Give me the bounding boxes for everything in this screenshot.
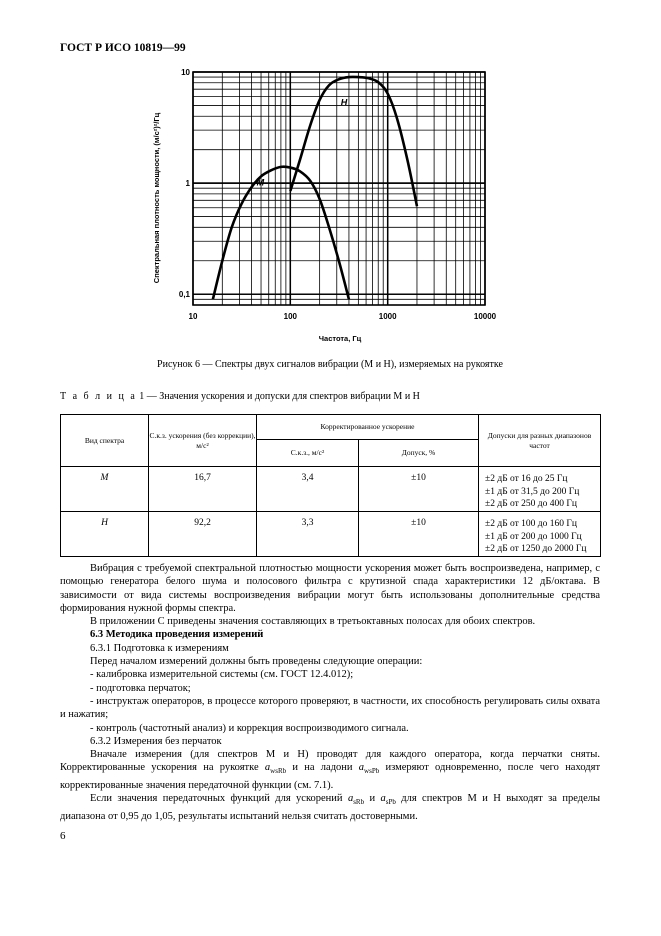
paragraph: Вибрация с требуемой спектральной плотностью мощности ускорения может быть воспроизведена, например, с помощью генератора белого шума и полосового фильтра с крутизной спада характеристики 12 дБ/октава. В зависимости от вида системы воспроизведения вибрации могут быть использованы дополнительные средства формирования нужной формы спектра. (60, 563, 600, 614)
curve-label-H: H (340, 97, 348, 108)
figure-caption: Рисунок 6 — Спектры двух сигналов вибрации (M и H), измеряемых на рукоятке (157, 359, 503, 370)
tolerance-line: ±1 дБ от 31,5 до 200 Гц (485, 486, 580, 497)
text-run: Если значения передаточных функций для ускорений (90, 793, 343, 805)
symbol-a: a (358, 762, 365, 774)
cell-tolerance: ±10 (359, 467, 479, 512)
text-run: и (369, 793, 376, 805)
text-run: для спектров M и H выходят за пределы диапазона от 0,95 до 1,05, результаты испытаний нельзя считать достоверными. (60, 793, 601, 822)
symbol-subscript: wsPb (364, 767, 380, 776)
y-tick-label: 0,1 (178, 290, 190, 300)
chart-xlabel: Частота, Гц (318, 334, 362, 343)
paragraph: В приложении С приведены значения составляющих в третьоктавных полосах для обоих спектров. (90, 616, 536, 628)
col-rms-uncorrected: С.к.з. ускорения (без коррекции), м/с² (149, 415, 257, 467)
paragraph (60, 748, 600, 792)
table-caption (60, 391, 420, 402)
x-tick-label: 1000 (378, 312, 397, 321)
cell-spectrum: H (61, 511, 149, 556)
tolerance-line: ±2 дБ от 100 до 160 Гц (485, 518, 577, 529)
cell-rms: 3,4 (257, 467, 359, 512)
paragraph: Перед началом измерений должны быть проведены следующие операции: (90, 656, 423, 668)
cell-spectrum: M (61, 467, 149, 512)
list-item: - контроль (частотный анализ) и коррекция воспроизводимого сигнала. (90, 722, 409, 734)
symbol-subscript: sRb (353, 798, 365, 807)
spectra-table (60, 414, 601, 557)
text-run: измеряют одновременно, после чего находят корректированные значения передаточной функции (см. 7.1). (60, 762, 601, 791)
cell-tolerance: ±10 (359, 511, 479, 556)
symbol-a: a (380, 793, 386, 805)
spectrum-chart (160, 55, 505, 347)
chart-ylabel: Спектральная плотность мощности, (м/с²)²/Гц (152, 112, 161, 284)
cell-range-tolerance (479, 467, 601, 512)
tolerance-line: ±2 дБ от 1250 до 2000 Гц (485, 544, 587, 555)
list-item: - подготовка перчаток; (90, 682, 191, 694)
paragraph (60, 792, 600, 823)
symbol-subscript: sPb (385, 798, 396, 807)
table-caption-text: 1 — Значения ускорения и допуски для спектров вибрации M и H (139, 391, 420, 402)
spectrum-figure (160, 55, 505, 347)
document-header: ГОСТ Р ИСО 10819—99 (60, 42, 186, 54)
x-tick-label: 100 (283, 312, 298, 321)
col-corrected: Корректированное ускорение (257, 415, 479, 440)
cell-range-tolerance (479, 511, 601, 556)
tolerance-line: ±2 дБ от 16 до 25 Гц (485, 474, 568, 484)
list-item: - калибровка измерительной системы (см. ГОСТ 12.4.012); (90, 669, 354, 681)
y-tick-label: 10 (181, 68, 190, 77)
symbol-subscript: wsRb (270, 767, 287, 776)
col-range-tolerance: Допуски для разных диапазонов частот (479, 415, 601, 467)
table-caption-prefix: Т а б л и ц а (60, 391, 137, 402)
table-row (61, 467, 601, 512)
body-text (60, 562, 600, 823)
tolerance-line: ±2 дБ от 250 до 400 Гц (485, 499, 577, 510)
tolerance-line: ±1 дБ от 200 до 1000 Гц (485, 531, 582, 542)
cell-rms-uncorrected: 16,7 (149, 467, 257, 512)
list-item: - инструктаж операторов, в процессе которого проверяют, в частности, их способность регулировать силы охвата и нажатия; (60, 695, 600, 721)
x-tick-label: 10 (188, 312, 198, 321)
curve-label-M: M (256, 177, 265, 188)
text-run: и на ладони (292, 762, 353, 774)
subsection-heading: 6.3.2 Измерения без перчаток (90, 735, 222, 747)
page-number: 6 (60, 830, 66, 842)
x-tick-label: 10000 (473, 312, 497, 321)
text-run: Вначале измерения (для спектров M и H) проводят для каждого оператора, когда перчатки сняты. Корректированные ускорения на рукоятке (60, 749, 600, 774)
table-row (61, 511, 601, 556)
col-tolerance: Допуск, % (359, 440, 479, 467)
table-header-row (61, 415, 601, 440)
col-spectrum: Вид спектра (61, 415, 149, 467)
y-tick-label: 1 (185, 179, 190, 189)
subsection-heading: 6.3.1 Подготовка к измерениям (90, 642, 229, 654)
section-heading: 6.3 Методика проведения измерений (90, 629, 264, 641)
cell-rms: 3,3 (257, 511, 359, 556)
col-rms: С.к.з., м/с² (257, 440, 359, 467)
symbol-a: a (347, 793, 354, 805)
symbol-a: a (264, 762, 271, 774)
cell-rms-uncorrected: 92,2 (149, 511, 257, 556)
